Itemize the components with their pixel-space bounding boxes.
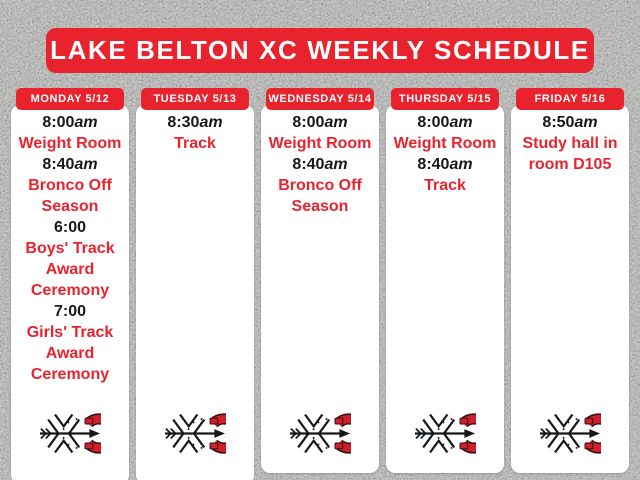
day-header: TUESDAY 5/13 [141,88,249,110]
day-column-3 [261,88,379,474]
page-title: LAKE BELTON XC WEEKLY SCHEDULE [50,35,590,65]
schedule-event: Bronco Off Season [278,177,362,215]
schedule-time: 8:40am [42,156,98,173]
schedule-time: 8:40am [292,156,348,173]
time-suffix: am [574,114,598,131]
day-items [139,112,251,154]
schedule-time: 8:40am [417,156,473,173]
day-header: WEDNESDAY 5/14 [266,88,374,110]
schedule-event: Study hall in room D105 [522,135,618,173]
schedule-time: 8:50am [542,114,598,131]
schedule-event: Girls' Track Award Ceremony [26,324,114,383]
schedule-event: Weight Room [268,135,372,152]
schedule-event: Track [174,135,216,152]
day-items [264,112,376,217]
schedule-event: Track [424,177,466,194]
day-header: MONDAY 5/12 [16,88,124,110]
schedule-time: 8:00am [42,114,98,131]
day-items [14,112,126,385]
xc-arrow-horseshoe-logo-icon [386,410,504,457]
day-header: FRIDAY 5/16 [516,88,624,110]
time-suffix: am [449,114,473,131]
day-items [514,112,626,175]
day-column-1 [11,88,129,474]
day-items [389,112,501,196]
time-suffix: am [324,156,348,173]
schedule-event: Bronco Off Season [28,177,112,215]
schedule-time: 8:00am [292,114,348,131]
schedule-event: Boys' Track Award Ceremony [25,240,115,299]
xc-arrow-horseshoe-logo-icon [261,410,379,457]
day-columns [11,88,629,474]
time-suffix: am [199,114,223,131]
schedule-time: 6:00 [53,219,87,236]
schedule-time: 7:00 [53,303,87,320]
time-suffix: am [74,114,98,131]
schedule-time: 8:30am [167,114,223,131]
day-column-5 [511,88,629,474]
time-suffix: am [449,156,473,173]
xc-arrow-horseshoe-logo-icon [11,410,129,457]
time-suffix: am [324,114,348,131]
day-column-4 [386,88,504,474]
schedule-event: Weight Room [18,135,122,152]
day-column-2 [136,88,254,474]
day-header: THURSDAY 5/15 [391,88,499,110]
xc-arrow-horseshoe-logo-icon [511,410,629,457]
schedule-event: Weight Room [393,135,497,152]
xc-arrow-horseshoe-logo-icon [136,410,254,457]
title-banner [46,28,594,73]
schedule-time: 8:00am [417,114,473,131]
time-suffix: am [74,156,98,173]
